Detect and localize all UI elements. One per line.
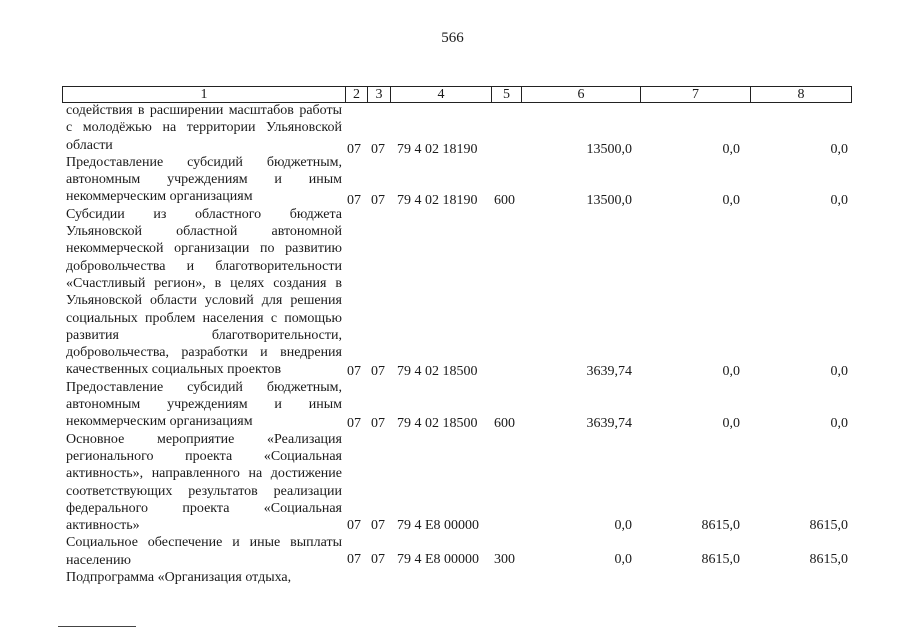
cell-amount-3: 8615,0 (809, 518, 848, 533)
cell-target-code: 79 4 E8 00000 (397, 552, 480, 567)
description-block: Социальное обеспечение и иные выплаты населению (66, 535, 342, 568)
description-block: содействия в расширении масштабов работы с молодёжью на территории Ульяновской области (66, 103, 342, 153)
cell-amount-1: 13500,0 (586, 142, 632, 157)
header-col-4: 4 (390, 87, 491, 102)
cell-amount-2: 0,0 (722, 142, 740, 157)
header-col-2: 2 (345, 87, 367, 102)
table-row (0, 364, 905, 382)
header-col-1: 1 (200, 87, 208, 102)
cell-target-code: 79 4 02 18190 (397, 193, 478, 208)
footer-rule (58, 626, 136, 627)
cell-amount-3: 0,0 (830, 193, 848, 208)
cell-amount-2: 8615,0 (701, 552, 740, 567)
description-column (66, 102, 342, 586)
cell-subsection: 07 (371, 193, 385, 208)
cell-amount-1: 3639,74 (586, 364, 632, 379)
description-block: Предоставление субсидий бюджетным, автономным учреждениям и иным некоммерческим организациям (66, 154, 342, 205)
description-block: Предоставление субсидий бюджетным, автономным учреждениям и иным некоммерческим организациям (66, 379, 342, 430)
header-col-7: 7 (640, 87, 750, 102)
cell-target-code: 79 4 02 18500 (397, 364, 478, 379)
cell-section: 07 (347, 416, 361, 431)
header-col-8: 8 (750, 87, 851, 102)
description-block: Субсидии из областного бюджета Ульяновской областной автономной некоммерческой организации по развитию добровольчества и благотворительности «Счастливый регион», в целях создания в Ульяновской области условий для решения социальных проблем населения с помощью развития благотворительности, добровольчества, разработки и внедрения качественных социальных проектов (66, 206, 342, 378)
page-number: 566 (441, 30, 464, 46)
cell-section: 07 (347, 518, 361, 533)
header-col-6: 6 (521, 87, 640, 102)
cell-amount-3: 0,0 (830, 416, 848, 431)
cell-subsection: 07 (371, 518, 385, 533)
cell-target-code: 79 4 02 18500 (397, 416, 478, 431)
cell-expense-type: 600 (494, 193, 515, 208)
table-row (0, 416, 905, 434)
cell-amount-1: 0,0 (614, 552, 632, 567)
table-header (62, 86, 852, 103)
header-col-3: 3 (367, 87, 390, 102)
cell-amount-3: 0,0 (830, 142, 848, 157)
cell-expense-type: 600 (494, 416, 515, 431)
cell-amount-1: 3639,74 (586, 416, 632, 431)
cell-target-code: 79 4 E8 00000 (397, 518, 480, 533)
cell-amount-2: 0,0 (722, 193, 740, 208)
cell-amount-1: 0,0 (614, 518, 632, 533)
cell-amount-3: 8615,0 (809, 552, 848, 567)
table-row (0, 518, 905, 536)
description-block: Подпрограмма «Организация отдыха, (66, 570, 292, 586)
cell-subsection: 07 (371, 416, 385, 431)
description-block: Основное мероприятие «Реализация регионального проекта «Социальная активность», направленного на достижение соответствующих результатов реализации федерального проекта «Социальная активность» (66, 431, 342, 534)
cell-subsection: 07 (371, 552, 385, 567)
table-row (0, 142, 905, 160)
cell-target-code: 79 4 02 18190 (397, 142, 478, 157)
cell-section: 07 (347, 364, 361, 379)
cell-section: 07 (347, 193, 361, 208)
cell-amount-3: 0,0 (830, 364, 848, 379)
cell-expense-type: 300 (494, 552, 515, 567)
cell-amount-1: 13500,0 (586, 193, 632, 208)
table-row (0, 193, 905, 211)
header-col-5: 5 (491, 87, 521, 102)
cell-subsection: 07 (371, 364, 385, 379)
cell-section: 07 (347, 142, 361, 157)
cell-amount-2: 0,0 (722, 416, 740, 431)
cell-amount-2: 8615,0 (701, 518, 740, 533)
cell-section: 07 (347, 552, 361, 567)
table-row (0, 552, 905, 570)
cell-amount-2: 0,0 (722, 364, 740, 379)
cell-subsection: 07 (371, 142, 385, 157)
